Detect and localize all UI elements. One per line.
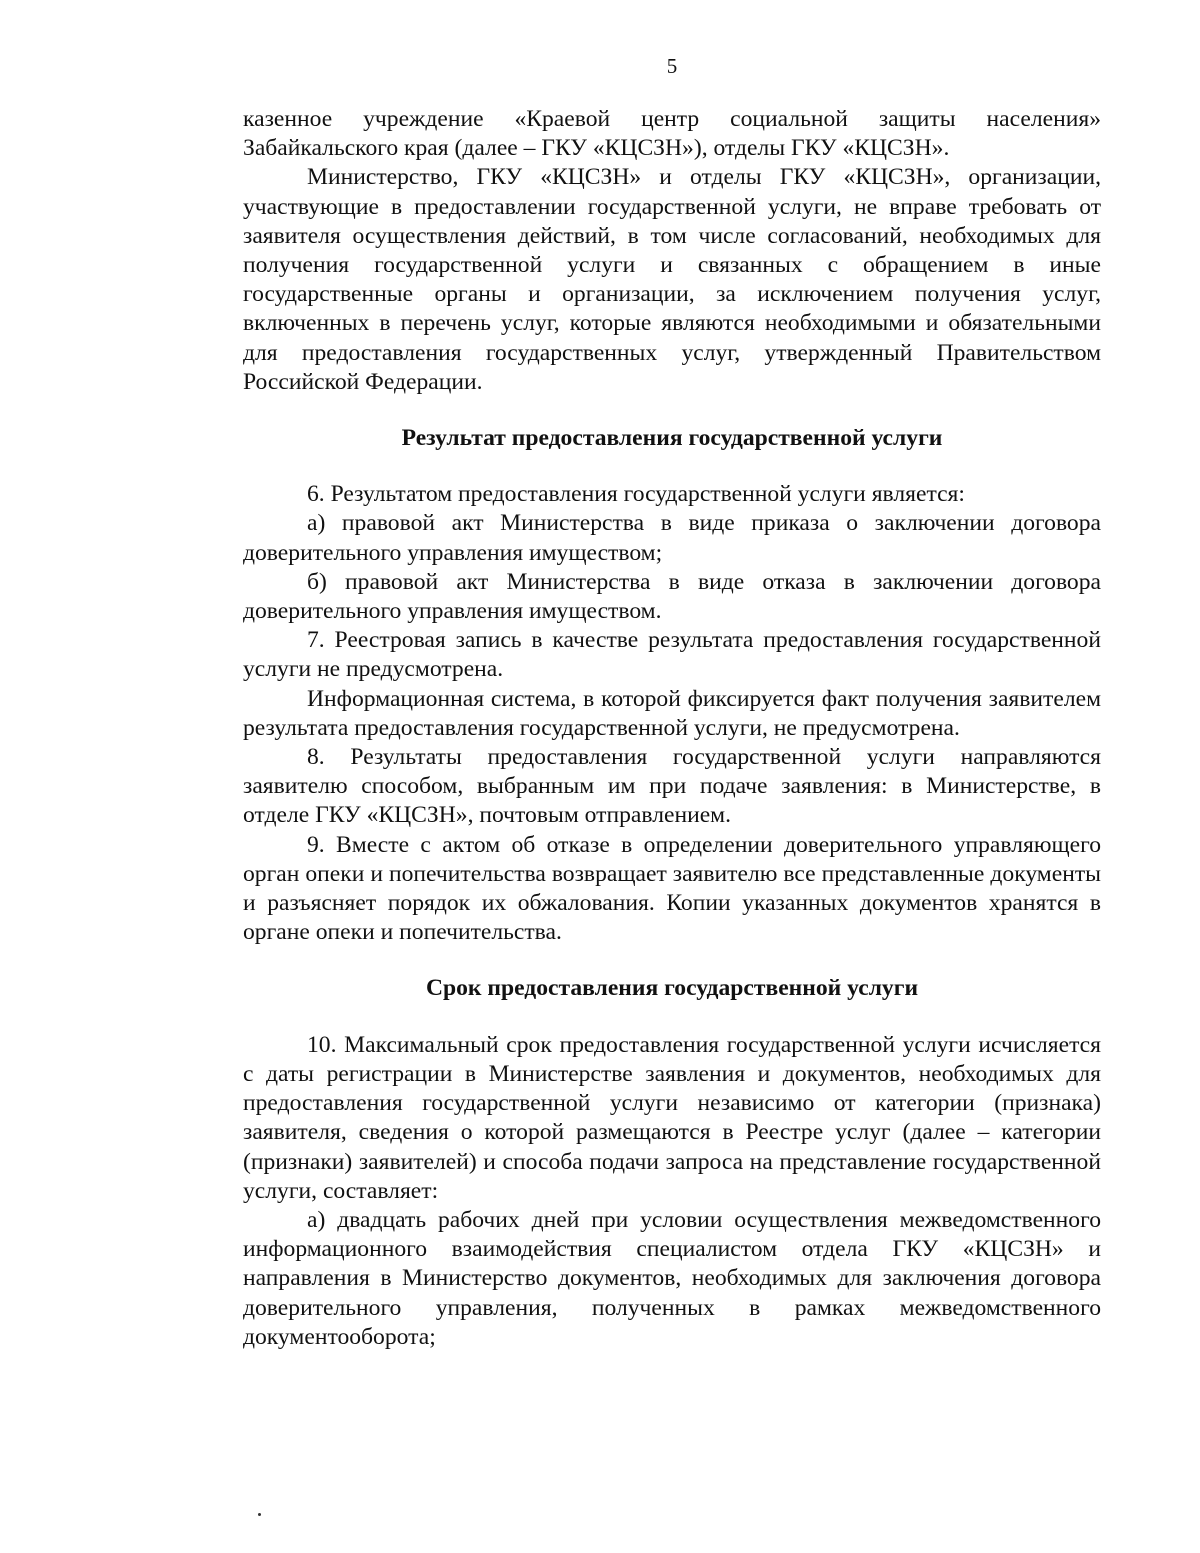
paragraph-item-7: 7. Реестровая запись в качестве результата предоставления государственной услуги не предусмотрена. [243, 627, 1101, 683]
paragraph-item-10a: а) двадцать рабочих дней при условии осуществления межведомственного информационного взаимодействия специалистом отдела ГКУ «КЦСЗН» и направления в Министерство документов, необходимых для заключения договора доверительного управления, полученных в рамках межведомственного документооборота; [243, 1206, 1101, 1350]
heading-service-result: Результат предоставления государственной услуги [401, 425, 943, 452]
paragraph-item-10: 10. Максимальный срок предоставления государственной услуги исчисляется с даты регистрации в Министерстве заявления и документов, необходимых для предоставления государственной услуги независимо от категории (признака) заявителя, сведения о которой размещаются в Реестре услуг (далее – категории (признаки) заявителей) и способа подачи запроса на представление государственной услуги, составляет: [243, 1031, 1101, 1204]
paragraph-item-9: 9. Вместе с актом об отказе в определении доверительного управляющего орган опеки и попечительства возвращает заявителю все представленные документы и разъясняет порядок их обжалования. Копии указанных документов хранятся в органе опеки и попечительства. [243, 831, 1101, 946]
paragraph-information-system: Информационная система, в которой фиксируется факт получения заявителем результата предоставления государственной услуги, не предусмотрена. [243, 685, 1101, 741]
document-body [243, 105, 1101, 1352]
paragraph-no-right-to-demand: Министерство, ГКУ «КЦСЗН» и отделы ГКУ «КЦСЗН», организации, участвующие в предоставлении государственной услуги, не вправе требовать от заявителя осуществления действий, в том числе согласований, необходимых для получения государственной услуги и связанных с обращением в иные государственные органы и организации, за исключением получения услуг, включенных в перечень услуг, которые являются необходимыми и обязательными для предоставления государственных услуг, утвержденный Правительством Российской Федерации. [243, 164, 1101, 395]
paragraph-item-6a: а) правовой акт Министерства в виде приказа о заключении договора доверительного управления имуществом; [243, 510, 1101, 566]
paragraph-institution-continued: казенное учреждение «Краевой центр социальной защиты населения» Забайкальского края (далее – ГКУ «КЦСЗН»), отделы ГКУ «КЦСЗН». [243, 106, 1101, 162]
paragraph-item-6: 6. Результатом предоставления государственной услуги является: [307, 481, 965, 508]
heading-service-term: Срок предоставления государственной услуги [425, 975, 919, 1002]
scan-speck [258, 1513, 261, 1516]
paragraph-item-8: 8. Результаты предоставления государственной услуги направляются заявителю способом, выбранным им при подаче заявления: в Министерстве, в отделе ГКУ «КЦСЗН», почтовым отправлением. [243, 744, 1101, 829]
page-number: 5 [666, 54, 678, 78]
paragraph-item-6b: б) правовой акт Министерства в виде отказа в заключении договора доверительного управления имуществом. [243, 568, 1101, 625]
